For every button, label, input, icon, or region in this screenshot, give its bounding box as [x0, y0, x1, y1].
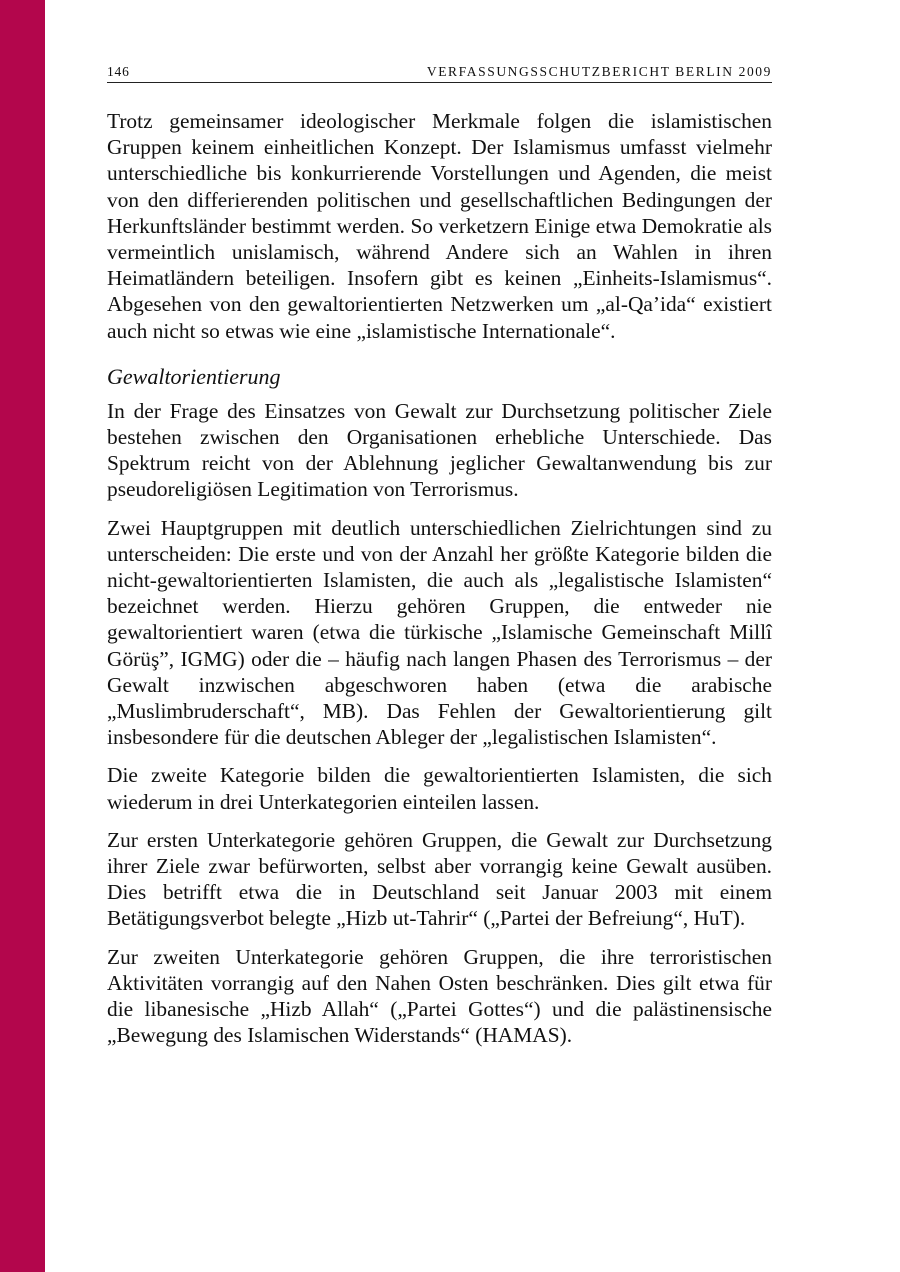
- running-title: VERFASSUNGSSCHUTZBERICHT BERLIN 2009: [426, 64, 772, 79]
- paragraph-first-subcategory: Zur ersten Unterkategorie gehören Gruppen, die Gewalt zur Durchsetzung ihrer Ziele zwar befürworten, selbst aber vorrangig keine Gewalt ausüben. Dies betrifft etwa die in Deutschland seit Januar 2003 mit einem Betätigungsverbot belegte „Hizb ut-Tahrir“ („Partei der Befreiung“, HuT).: [107, 827, 772, 931]
- running-header: [107, 62, 772, 83]
- paragraph-second-subcategory: Zur zweiten Unterkategorie gehören Gruppen, die ihre terroristischen Aktivitäten vorrangig auf den Nahen Osten beschränken. Dies gilt etwa für die libanesische „Hizb Allah“ („Partei Gottes“) und die palästinensische „Bewegung des Islamischen Widerstands“ (HAMAS).: [107, 944, 772, 1048]
- intro-paragraph: Trotz gemeinsamer ideologischer Merkmale folgen die islamistischen Gruppen keinem einheitlichen Konzept. Der Islamismus umfasst vielmehr unterschiedliche bis konkurrierende Vorstellungen und Agenden, die meist von den differierenden politischen und gesellschaftlichen Bedingungen der Herkunftsländer bestimmt werden. So verketzern Einige etwa Demokratie als vermeintlich unislamisch, während Andere sich an Wahlen in ihren Heimatländern beteiligen. Insofern gibt es keinen „Einheits-Islamismus“. Abgesehen von den gewaltorientierten Netzwerken um „al-Qa’ida“ existiert auch nicht so etwas wie eine „islamistische Internationale“.: [107, 109, 772, 343]
- section-heading: Gewaltorientierung: [107, 363, 281, 389]
- page-number: 146: [107, 64, 130, 79]
- paragraph-two-main-groups: Zwei Hauptgruppen mit deutlich unterschiedlichen Zielrichtungen sind zu unterscheiden: Die erste und von der Anzahl her größte Kategorie bilden die nicht-gewaltorientierten Islamisten, die auch als „legalistische Islamisten“ bezeichnet werden. Hierzu gehören Gruppen, die entweder nie gewaltorientiert waren (etwa die türkische „Islamische Gemeinschaft Millî Görüş”, IGMG) oder die – häufig nach langen Phasen des Terrorismus – der Gewalt inzwischen abgeschworen haben (etwa die arabische „Muslimbruderschaft“, MB). Das Fehlen der Gewaltorientierung gilt insbesondere für die deutschen Ableger der „legalistischen Islamisten“.: [107, 515, 772, 750]
- paragraph-violence-question: In der Frage des Einsatzes von Gewalt zur Durchsetzung politischer Ziele bestehen zwischen den Organisationen erhebliche Unterschiede. Das Spektrum reicht von der Ablehnung jeglicher Gewaltanwendung bis zur pseudoreligiösen Legitimation von Terrorismus.: [107, 398, 772, 502]
- paragraph-second-category: Die zweite Kategorie bilden die gewaltorientierten Islamisten, die sich wiederum in drei Unterkategorien einteilen lassen.: [107, 763, 772, 814]
- document-page: [107, 0, 772, 1272]
- page-content: [107, 108, 772, 1061]
- page-edge-color-bar: [0, 0, 45, 1272]
